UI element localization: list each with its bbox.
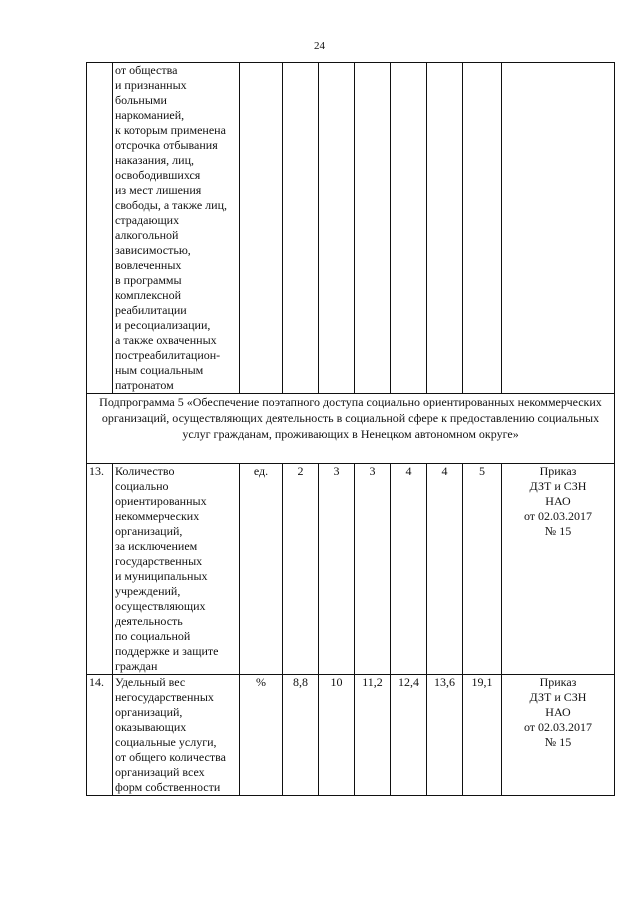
value-cell: 5	[463, 464, 502, 675]
value-cell: 4	[427, 464, 463, 675]
table-row	[87, 464, 615, 675]
row-number: 14.	[87, 675, 113, 796]
value-cell: 8,8	[283, 675, 319, 796]
value-cell: 3	[319, 464, 355, 675]
value-cell	[463, 63, 502, 394]
basis-cell: Приказ ДЗТ и СЗН НАО от 02.03.2017 № 15	[502, 464, 615, 675]
section-title: Подпрограмма 5 «Обеспечение поэтапного доступа социально ориентированных некоммерческих организаций, осуществляющих деятельность в социальной сфере к предоставлению социальных услуг гражданам, проживающих в Ненецком автономном округе»	[87, 394, 615, 464]
unit-cell: ед.	[240, 464, 283, 675]
table-row	[87, 675, 615, 796]
table-row	[87, 63, 615, 394]
value-cell: 10	[319, 675, 355, 796]
value-cell: 4	[391, 464, 427, 675]
value-cell	[427, 63, 463, 394]
value-cell: 3	[355, 464, 391, 675]
value-cell: 2	[283, 464, 319, 675]
indicator-name: от общества и признанных больными наркоманией, к которым применена отсрочка отбывания наказания, лиц, освободившихся из мест лишения свободы, а также лиц, страдающих алкогольной зависимостью, вовлеченных в программы комплексной реабилитации и ресоциализации, а также охваченных постреабилитацион- ным социальным патронатом	[113, 63, 240, 394]
basis-cell	[502, 63, 615, 394]
value-cell: 11,2	[355, 675, 391, 796]
value-cell: 12,4	[391, 675, 427, 796]
value-cell	[355, 63, 391, 394]
value-cell: 13,6	[427, 675, 463, 796]
page-number: 24	[314, 40, 325, 52]
indicators-table	[86, 62, 615, 796]
value-cell	[391, 63, 427, 394]
basis-cell: Приказ ДЗТ и СЗН НАО от 02.03.2017 № 15	[502, 675, 615, 796]
indicator-name: Количество социально ориентированных некоммерческих организаций, за исключением государственных и муниципальных учреждений, осуществляющих деятельность по социальной поддержке и защите граждан	[113, 464, 240, 675]
unit-cell	[240, 63, 283, 394]
unit-cell: %	[240, 675, 283, 796]
row-number: 13.	[87, 464, 113, 675]
indicator-name: Удельный вес негосударственных организаций, оказывающих социальные услуги, от общего количества организаций всех форм собственности	[113, 675, 240, 796]
section-header-row	[87, 394, 615, 464]
value-cell: 19,1	[463, 675, 502, 796]
value-cell	[319, 63, 355, 394]
row-number	[87, 63, 113, 394]
value-cell	[283, 63, 319, 394]
